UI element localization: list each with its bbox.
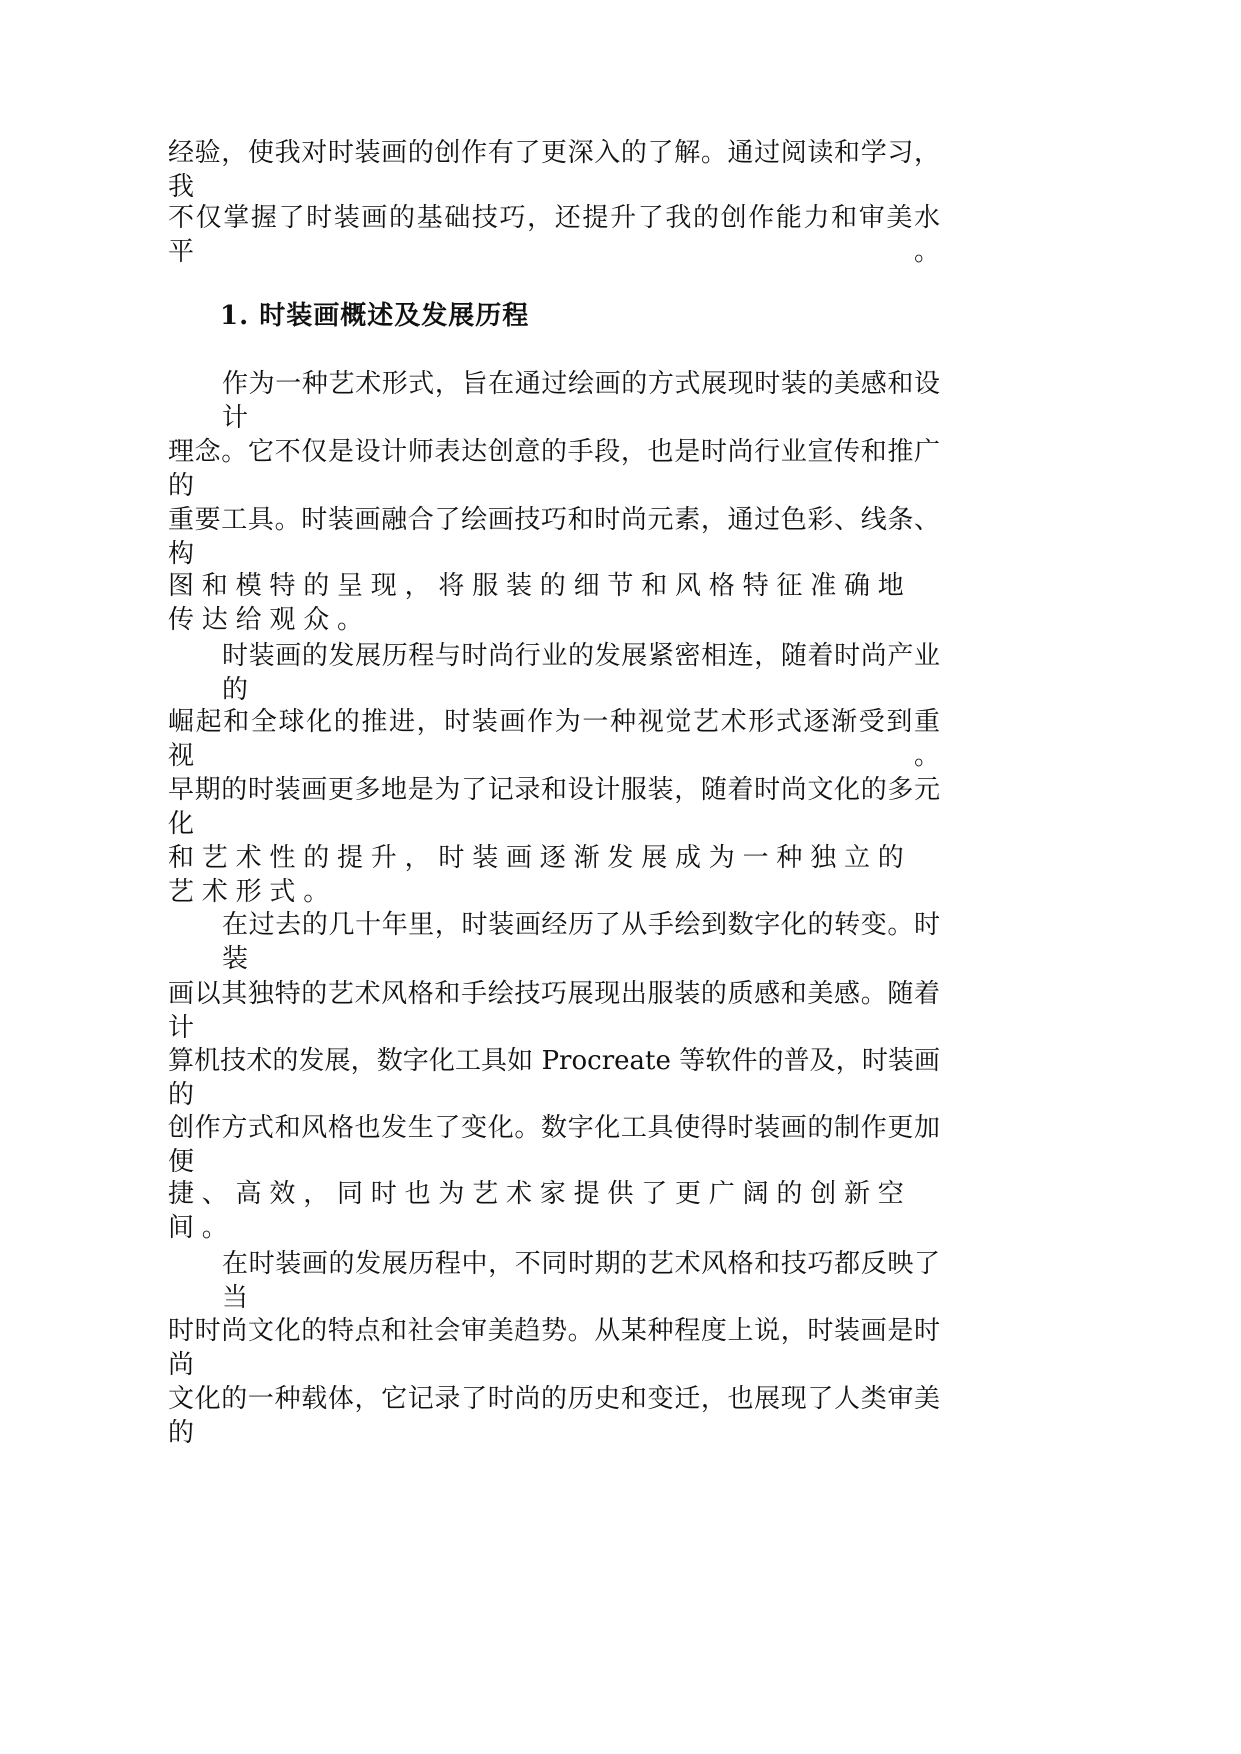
body-text-line: 文化的一种载体，它记录了时尚的历史和变迁，也展现了人类审美的	[168, 1384, 940, 1448]
body-text-line: 不仅掌握了时装画的基础技巧，还提升了我的创作能力和审美水平。	[168, 203, 940, 267]
body-text-line: 画以其独特的艺术风格和手绘技巧展现出服装的质感和美感。随着计	[168, 979, 940, 1043]
body-text-line: 时装画的发展历程与时尚行业的发展紧密相连，随着时尚产业的	[222, 641, 940, 705]
body-text-line: 创作方式和风格也发生了变化。数字化工具使得时装画的制作更加便	[168, 1113, 940, 1177]
body-text-line: 理念。它不仅是设计师表达创意的手段，也是时尚行业宣传和推广的	[168, 437, 940, 501]
body-text-line: 作为一种艺术形式，旨在通过绘画的方式展现时装的美感和设计	[222, 369, 940, 433]
body-text-line: 算机技术的发展，数字化工具如 Procreate 等软件的普及，时装画的	[168, 1046, 940, 1110]
body-text-line: 时时尚文化的特点和社会审美趋势。从某种程度上说，时装画是时尚	[168, 1316, 940, 1380]
body-text-line: 早期的时装画更多地是为了记录和设计服装，随着时尚文化的多元化	[168, 775, 940, 839]
body-text-line: 捷、高效，同时也为艺术家提供了更广阔的创新空间。	[168, 1179, 912, 1243]
body-text-line: 图和模特的呈现，将服装的细节和风格特征准确地传达给观众。	[168, 571, 912, 635]
body-text-line: 经验，使我对时装画的创作有了更深入的了解。通过阅读和学习，我	[168, 138, 940, 202]
body-text-line: 崛起和全球化的推进，时装画作为一种视觉艺术形式逐渐受到重视。	[168, 707, 940, 771]
section-heading: 1. 时装画概述及发展历程	[220, 301, 530, 331]
body-text-line: 和艺术性的提升，时装画逐渐发展成为一种独立的艺术形式。	[168, 843, 912, 907]
body-text-line: 重要工具。时装画融合了绘画技巧和时尚元素，通过色彩、线条、构	[168, 505, 940, 569]
body-text-line: 在过去的几十年里，时装画经历了从手绘到数字化的转变。时装	[222, 910, 940, 974]
body-text-line: 在时装画的发展历程中，不同时期的艺术风格和技巧都反映了当	[222, 1249, 940, 1313]
